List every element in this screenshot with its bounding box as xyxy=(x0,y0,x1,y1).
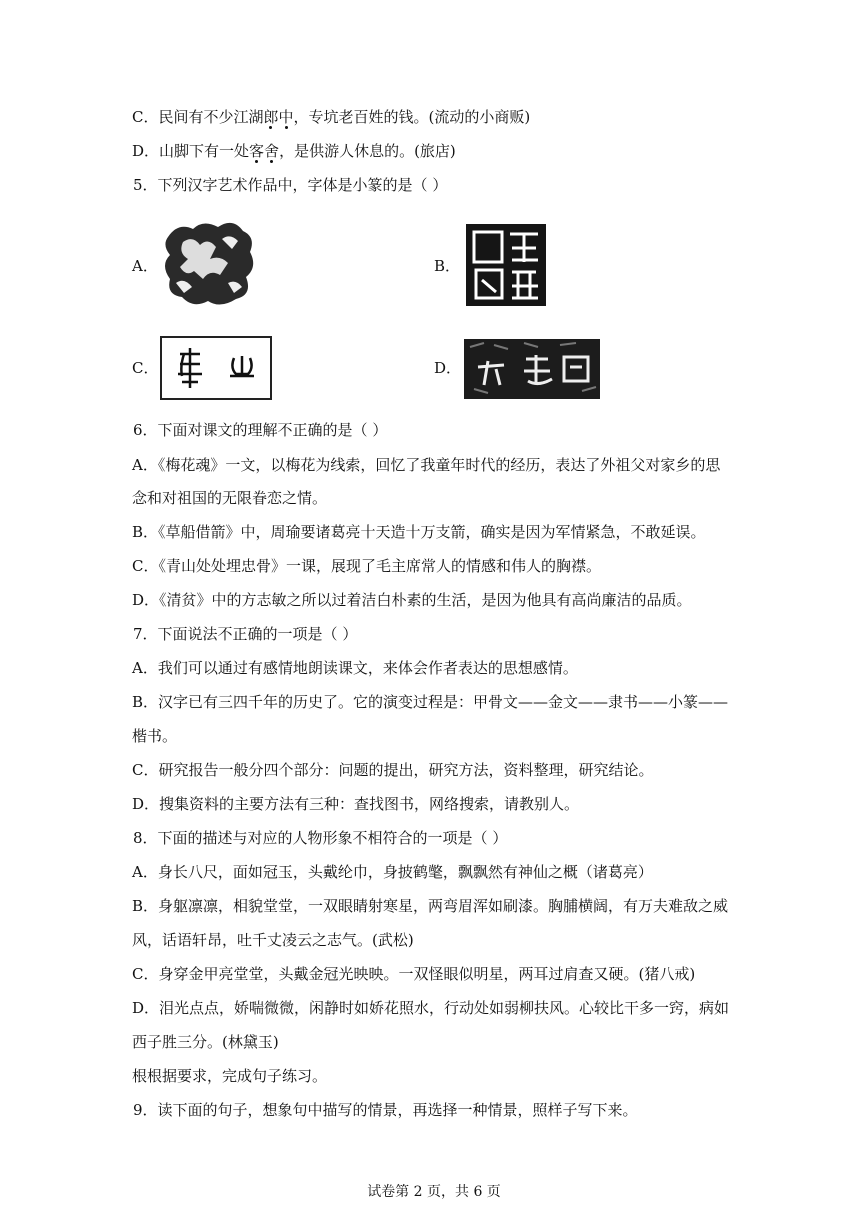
q7-option-a: A．我们可以通过有感情地朗读课文，来体会作者表达的思想感情。 xyxy=(132,659,578,677)
q6-option-d: D．《清贫》中的方志敏之所以过着洁白朴素的生活，是因为他具有高尚廉洁的品质。 xyxy=(132,591,692,609)
option-text: ，专坑老百姓的钱。(流动的小商贩) xyxy=(293,108,531,126)
q8-option-b: B．身躯凛凛，相貌堂堂，一双眼睛射寒星，两弯眉浑如刷漆。胸脯横阔，有万夫难敌之威 xyxy=(132,897,729,915)
question-9: 9．读下面的句子，想象句中描写的情景，再选择一种情景，照样子写下来。 xyxy=(133,1101,638,1119)
q5-option-b-label: B． xyxy=(434,257,461,275)
section-heading: 根根据要求，完成句子练习。 xyxy=(132,1067,328,1085)
q7-option-b-cont: 楷书。 xyxy=(132,727,178,745)
seal-stamp-artwork-b xyxy=(466,224,546,306)
q5-option-d-label: D． xyxy=(434,359,462,377)
q7-option-d: D．搜集资料的主要方法有三种：查找图书，网络搜索，请教别人。 xyxy=(132,795,580,813)
question-7: 7．下面说法不正确的一项是（ ） xyxy=(133,625,358,643)
q6-option-a-cont: 念和对祖国的无限眷恋之情。 xyxy=(132,489,328,507)
emphasis-char: 中 xyxy=(279,107,294,127)
q5-option-c-label: C． xyxy=(132,359,159,377)
option-text: C．民间有不少江湖 xyxy=(132,108,264,126)
emphasis-char: 郎 xyxy=(263,107,278,127)
q8-option-b-cont: 风，话语轩昂，吐千丈凌云之志气。(武松) xyxy=(132,931,414,949)
q6-option-a: A．《梅花魂》一文，以梅花为线索，回忆了我童年时代的经历，表达了外祖父对家乡的思 xyxy=(132,456,721,474)
emphasis-char: 客 xyxy=(249,141,264,161)
q8-option-a: A．身长八尺，面如冠玉，头戴纶巾，身披鹤氅，飘飘然有神仙之概（诸葛亮） xyxy=(132,863,653,881)
small-seal-artwork-c xyxy=(160,336,272,400)
option-text: ，是供游人休息的。(旅店) xyxy=(279,142,456,160)
q6-option-c: C．《青山处处埋忠骨》一课，展现了毛主席常人的情感和伟人的胸襟。 xyxy=(132,557,601,575)
question-6: 6．下面对课文的理解不正确的是（ ） xyxy=(133,421,388,439)
q8-option-c: C．身穿金甲亮堂堂，头戴金冠光映映。一双怪眼似明星，两耳过肩查又硬。(猪八戒) xyxy=(132,965,696,983)
q7-option-c: C．研究报告一般分四个部分：问题的提出，研究方法，资料整理，研究结论。 xyxy=(132,761,654,779)
emphasis-char: 舍 xyxy=(264,141,279,161)
option-d-line xyxy=(132,141,456,161)
q8-option-d: D．泪光点点，娇喘微微，闲静时如娇花照水，行动处如弱柳扶风。心较比干多一窍，病如 xyxy=(132,999,730,1017)
question-8: 8．下面的描述与对应的人物形象不相符合的一项是（ ） xyxy=(133,829,508,847)
q7-option-b: B．汉字已有三四千年的历史了。它的演变过程是：甲骨文——金文——隶书——小篆—— xyxy=(132,693,729,711)
page-footer: 试卷第 2 页，共 6 页 xyxy=(367,1184,501,1200)
q5-option-a-label: A． xyxy=(132,257,158,275)
option-c-line xyxy=(132,107,530,127)
seal-script-artwork-a xyxy=(158,217,260,309)
option-text: D．山脚下有一处 xyxy=(132,142,250,160)
q8-option-d-cont: 西子胜三分。(林黛玉) xyxy=(132,1033,279,1051)
question-5: 5．下列汉字艺术作品中，字体是小篆的是（ ） xyxy=(133,176,448,194)
clerical-script-artwork-d xyxy=(464,339,600,399)
q6-option-b: B．《草船借箭》中，周瑜要诸葛亮十天造十万支箭，确实是因为军情紧急，不敢延误。 xyxy=(132,523,706,541)
